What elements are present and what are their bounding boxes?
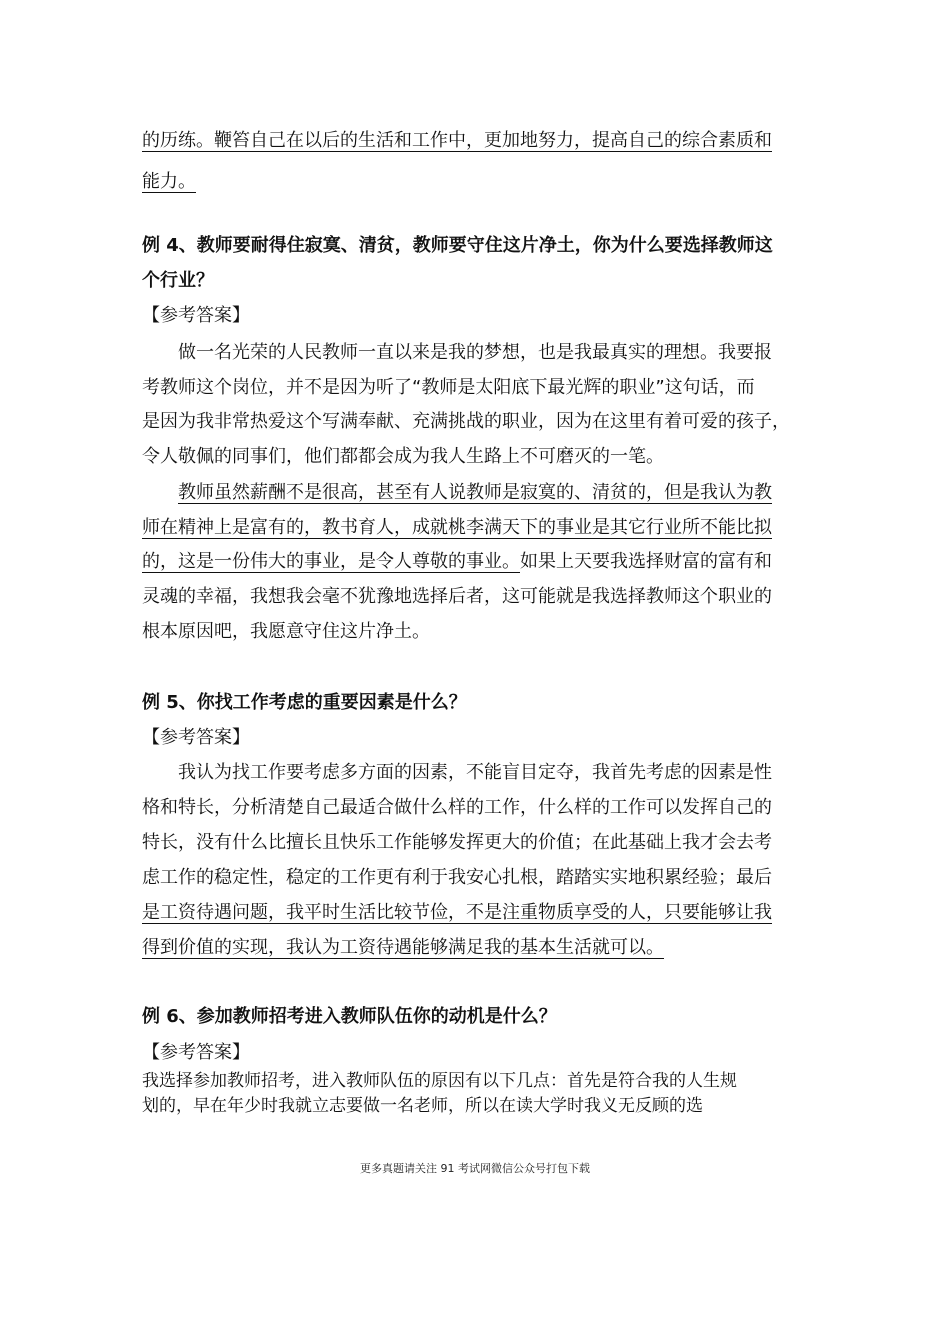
paragraph-line: 的历练。鞭笞自己在以后的生活和工作中，更加地努力，提高自己的综合素质和 (142, 130, 772, 151)
question-5-heading: 例 5、你找工作考虑的重要因素是什么？ (142, 692, 467, 713)
reference-answer-label: 【参考答案】 (142, 305, 250, 326)
answer-line: 格和特长，分析清楚自己最适合做什么样的工作，什么样的工作可以发挥自己的 (142, 797, 772, 818)
underlined-text: 能力。 (142, 171, 196, 192)
answer-line-underlined: 是工资待遇问题，我平时生活比较节俭，不是注重物质享受的人，只要能够让我 (142, 902, 772, 923)
answer-line: 灵魂的幸福，我想我会毫不犹豫地选择后者，这可能就是我选择教师这个职业的 (142, 586, 772, 607)
answer-line: 做一名光荣的人民教师一直以来是我的梦想，也是我最真实的理想。我要报 (178, 342, 772, 363)
reference-answer-label: 【参考答案】 (142, 1042, 250, 1063)
question-4-heading-cont: 个行业？ (142, 270, 214, 291)
answer-line: 虑工作的稳定性，稳定的工作更有利于我安心扎根，踏踏实实地积累经验；最后 (142, 867, 772, 888)
question-6-heading: 例 6、参加教师招考进入教师队伍你的动机是什么？ (142, 1006, 557, 1027)
underlined-text: 的，这是一份伟大的事业，是令人尊敬的事业。 (142, 551, 520, 572)
answer-line: 考教师这个岗位，并不是因为听了“教师是太阳底下最光辉的职业”这句话，而 (142, 377, 755, 398)
plain-text: 如果上天要我选择财富的富有和 (520, 551, 772, 572)
underlined-text: 得到价值的实现，我认为工资待遇能够满足我的基本生活就可以。 (142, 937, 664, 958)
answer-line: 特长，没有什么比擅长且快乐工作能够发挥更大的价值；在此基础上我才会去考 (142, 832, 772, 853)
answer-line: 我选择参加教师招考，进入教师队伍的原因有以下几点：首先是符合我的人生规 (142, 1071, 737, 1091)
answer-line-underlined: 教师虽然薪酬不是很高，甚至有人说教师是寂寞的、清贫的，但是我认为教 (178, 482, 772, 503)
answer-line-underlined: 师在精神上是富有的，教书育人，成就桃李满天下的事业是其它行业所不能比拟 (142, 517, 772, 538)
answer-line: 是因为我非常热爱这个写满奉献、充满挑战的职业，因为在这里有着可爱的孩子， (142, 411, 790, 432)
paragraph-line (142, 169, 804, 195)
answer-line (142, 935, 804, 961)
answer-line: 我认为找工作要考虑多方面的因素，不能盲目定夺，我首先考虑的因素是性 (178, 762, 772, 783)
reference-answer-label: 【参考答案】 (142, 727, 250, 748)
answer-line: 令人敬佩的同事们，他们都都会成为我人生路上不可磨灭的一笔。 (142, 446, 664, 467)
answer-line: 划的，早在年少时我就立志要做一名老师，所以在读大学时我义无反顾的选 (142, 1096, 703, 1116)
answer-line: 根本原因吧，我愿意守住这片净土。 (142, 621, 430, 642)
answer-line (142, 549, 804, 575)
page-footer: 更多真题请关注 91 考试网微信公众号打包下载 (360, 1162, 590, 1175)
question-4-heading: 例 4、教师要耐得住寂寞、清贫，教师要守住这片净土，你为什么要选择教师这 (142, 235, 773, 256)
